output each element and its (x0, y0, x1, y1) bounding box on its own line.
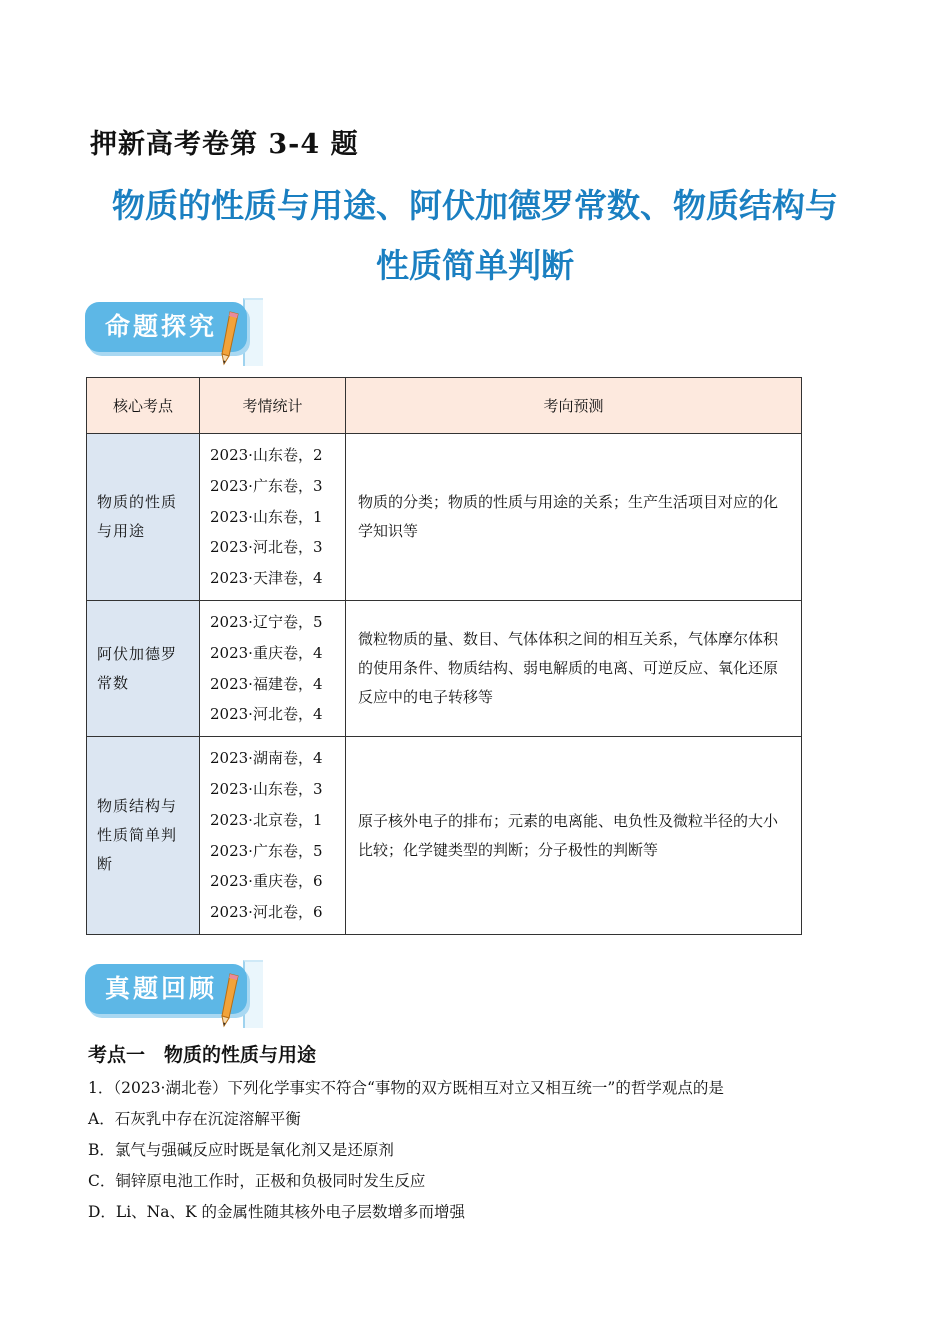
pencil-icon (221, 972, 243, 1028)
header-statistics: 考情统计 (200, 378, 346, 434)
topic-cell: 阿伏加德罗常数 (87, 600, 200, 736)
table-header-row (87, 378, 802, 434)
stat-item: 2023·重庆卷，4 (210, 643, 323, 662)
option-d: D．Li、Na、K 的金属性随其核外电子层数增多而增强 (88, 1203, 465, 1221)
section-title: 考点一 物质的性质与用途 (88, 1044, 317, 1066)
table-row (87, 434, 802, 601)
stat-item: 2023·山东卷，2 (210, 446, 323, 464)
option-a: A．石灰乳中存在沉淀溶解平衡 (88, 1110, 301, 1128)
header-core-topic: 核心考点 (87, 378, 200, 434)
stat-item: 2023·河北卷，4 (210, 705, 323, 724)
header-prediction: 考向预测 (346, 378, 802, 434)
stat-item: 2023·河北卷，3 (210, 538, 323, 557)
prediction-cell: 微粒物质的量、数目、气体体积之间的相互关系，气体摩尔体积的使用条件、物质结构、弱电解质的电离、可逆反应、氧化还原反应中的电子转移等 (346, 600, 802, 736)
stat-item: 2023·广东卷，3 (210, 476, 323, 495)
badge-label: 命题探究 (104, 312, 217, 341)
title-line-2: 性质简单判断 (376, 246, 574, 285)
prediction-cell: 物质的分类；物质的性质与用途的关系；生产生活项目对应的化学知识等 (346, 434, 802, 601)
option-c: C．铜锌原电池工作时，正极和负极同时发生反应 (88, 1172, 426, 1190)
exam-kicker: 押新高考卷第 3-4 题 (90, 129, 359, 160)
stat-item: 2023·北京卷，1 (210, 810, 323, 829)
table-row (87, 737, 802, 935)
topic-cell: 物质的性质与用途 (87, 434, 200, 601)
stats-cell (200, 600, 346, 736)
stat-item: 2023·山东卷，3 (210, 779, 323, 798)
badge-label: 真题回顾 (104, 974, 217, 1003)
stat-item: 2023·天津卷，4 (210, 569, 323, 588)
stat-item: 2023·福建卷，4 (210, 674, 323, 693)
explore-badge (85, 298, 263, 366)
stat-item: 2023·辽宁卷，5 (210, 612, 323, 631)
option-b: B．氯气与强碱反应时既是氧化剂又是还原剂 (88, 1141, 394, 1159)
stat-item: 2023·广东卷，5 (210, 841, 323, 860)
stats-cell (200, 434, 346, 601)
stat-item: 2023·湖南卷，4 (210, 749, 323, 768)
topic-cell: 物质结构与性质简单判断 (87, 737, 200, 935)
table-row (87, 600, 802, 736)
stats-cell (200, 737, 346, 935)
title-line-1: 物质的性质与用途、阿伏加德罗常数、物质结构与 (112, 186, 838, 225)
stat-item: 2023·河北卷，6 (210, 903, 323, 922)
pencil-icon (221, 310, 243, 366)
page-title (60, 176, 890, 296)
question-stem: 1．（2023·湖北卷）下列化学事实不符合“事物的双方既相互对立又相互统一”的哲学观点的是 (88, 1079, 724, 1097)
review-badge (85, 960, 263, 1028)
topic-table (86, 377, 802, 935)
stat-item: 2023·山东卷，1 (210, 507, 323, 526)
prediction-cell: 原子核外电子的排布；元素的电离能、电负性及微粒半径的大小比较；化学键类型的判断；分子极性的判断等 (346, 737, 802, 935)
stat-item: 2023·重庆卷，6 (210, 872, 323, 891)
